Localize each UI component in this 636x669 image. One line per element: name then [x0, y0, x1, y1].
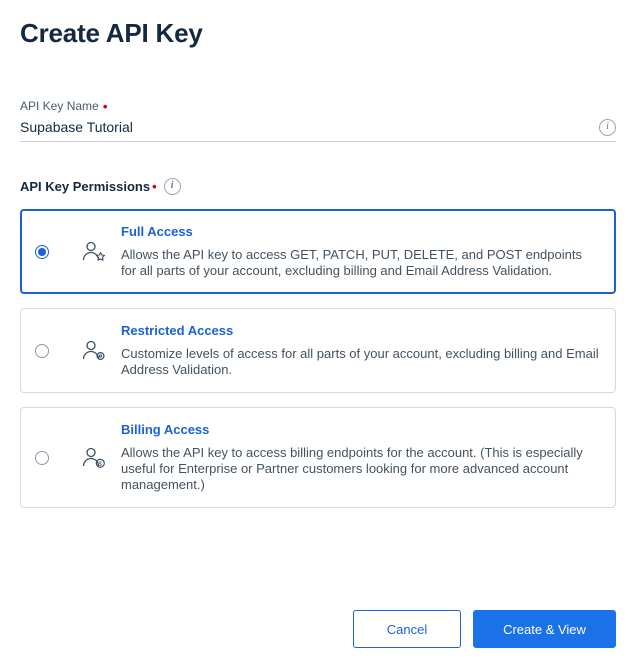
api-key-name-input[interactable]	[20, 117, 599, 141]
permission-option-restricted-access[interactable]	[20, 308, 616, 393]
create-api-key-page	[0, 18, 636, 669]
api-key-permissions-header	[20, 178, 616, 195]
permission-option-billing-access[interactable]	[20, 407, 616, 508]
required-indicator-icon: •	[102, 98, 108, 114]
permission-option-full-access[interactable]	[20, 209, 616, 294]
option-description: Allows the API key to access billing endpoints for the account. (This is especially useful for Enterprise or Partner customers looking for more advanced account management.)	[121, 445, 583, 492]
radio-wrap[interactable]	[35, 245, 67, 259]
radio-wrap[interactable]	[35, 451, 67, 465]
option-title: Billing Access	[121, 422, 210, 437]
permissions-info-icon[interactable]: i	[164, 178, 181, 195]
radio-wrap[interactable]	[35, 344, 67, 358]
info-icon[interactable]: i	[599, 119, 616, 136]
permission-options-list	[20, 209, 616, 508]
radio-full-access[interactable]	[35, 245, 49, 259]
user-dollar-icon	[67, 444, 119, 472]
option-description: Customize levels of access for all parts of your account, excluding billing and Email Address Validation.	[121, 346, 599, 377]
user-gear-icon	[67, 337, 119, 365]
api-key-name-input-row[interactable]	[20, 117, 616, 142]
option-title: Full Access	[121, 224, 193, 239]
svg-text:$: $	[98, 461, 102, 468]
option-body	[119, 224, 599, 279]
radio-restricted-access[interactable]	[35, 344, 49, 358]
radio-billing-access[interactable]	[35, 451, 49, 465]
api-key-name-field-block	[20, 99, 616, 142]
option-body	[119, 422, 599, 493]
page-title: Create API Key	[20, 18, 203, 48]
form-footer	[353, 610, 616, 648]
required-indicator-icon: •	[152, 179, 157, 194]
user-star-icon	[67, 238, 119, 266]
api-key-permissions-label: API Key Permissions	[20, 179, 151, 194]
api-key-name-label-row	[20, 99, 616, 113]
api-key-name-label: API Key Name	[20, 99, 99, 113]
option-body	[119, 323, 599, 378]
cancel-button[interactable]: Cancel	[353, 610, 461, 648]
create-and-view-button[interactable]: Create & View	[473, 610, 616, 648]
option-title: Restricted Access	[121, 323, 234, 338]
option-description: Allows the API key to access GET, PATCH, PUT, DELETE, and POST endpoints for all parts of your account, excluding billing and Email Address Validation.	[121, 247, 582, 278]
